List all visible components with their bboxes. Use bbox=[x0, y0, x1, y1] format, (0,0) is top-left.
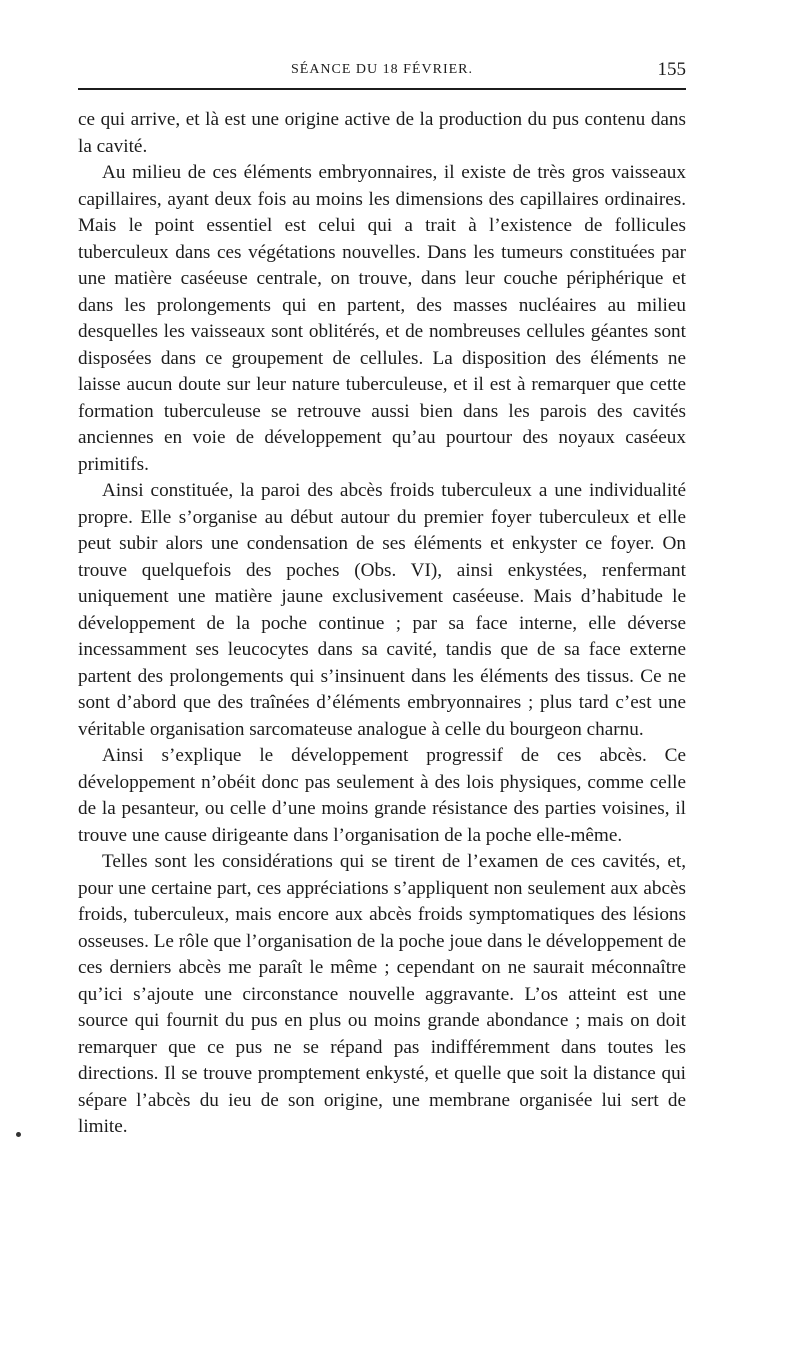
header-rule bbox=[78, 88, 686, 90]
paragraph-2: Au milieu de ces éléments embryonnaires, il existe de très gros vaisseaux capillaires, ayant deux fois au moins les dimensions des capillaires ordinaires. Mais le point essentiel est celui qui a trait à l’existence de follicules tuberculeux dans ces végétations nouvelles. Dans les tumeurs constituées par une matière caséeuse centrale, on trouve, dans leur couche périphérique et dans les prolongements qui en partent, des masses nucléaires au milieu desquelles les vaisseaux sont oblitérés, et de nombreuses cellules géantes sont disposées dans ce groupement de cellules. La disposition des éléments ne laisse aucun doute sur leur nature tuberculeuse, et il est à remarquer que cette formation tuberculeuse se retrouve aussi bien dans les parois des cavités anciennes en voie de développement qu’au pourtour des noyaux caséeux primitifs. bbox=[78, 162, 686, 475]
paragraph-3: Ainsi constituée, la paroi des abcès froids tuberculeux a une individualité propre. Elle s’organise au début autour du premier foyer tuberculeux et elle peut subir alors une condensation de ses éléments et enkyster ce foyer. On trouve quelquefois des poches (Obs. VI), ainsi enkystées, renfermant uniquement une matière jaune exclusivement caséeuse. Mais d’habitude le développement de la poche continue ; par sa face interne, elle déverse incessamment ses leucocytes dans sa cavité, tandis que de sa face externe partent des prolongements qui s’insinuent dans les éléments des tissus. Ce ne sont d’abord que des traînées d’éléments embryonnaires ; plus tard c’est une véritable organisation sarcomateuse analogue à celle du bourgeon charnu. bbox=[78, 480, 686, 740]
margin-mark bbox=[16, 1132, 21, 1137]
running-head-title: SÉANCE DU 18 FÉVRIER. bbox=[290, 62, 473, 77]
paragraph-4: Ainsi s’explique le développement progressif de ces abcès. Ce développement n’obéit donc pas seulement à des lois physiques, comme celle de la pesanteur, ou celle d’une moins grande résistance des parties voisines, il trouve une cause dirigeante dans l’organisation de la poche elle-même. bbox=[78, 745, 686, 846]
running-head bbox=[78, 56, 686, 86]
paragraph-1: ce qui arrive, et là est une origine active de la production du pus contenu dans la cavité. bbox=[78, 109, 686, 157]
page-number: 155 bbox=[657, 59, 686, 80]
body-text bbox=[78, 107, 686, 1141]
book-page bbox=[78, 56, 686, 1141]
paragraph-5: Telles sont les considérations qui se tirent de l’examen de ces cavités, et, pour une certaine part, ces appréciations s’appliquent non seulement aux abcès froids, tuberculeux, mais encore aux abcès froids symptomatiques des lésions osseuses. Le rôle que l’organisation de la poche joue dans le développement de ces derniers abcès me paraît le même ; cependant on ne saurait méconnaître qu’ici s’ajoute une circonstance nouvelle aggravante. L’os atteint est une source qui fournit du pus en plus ou moins grande abondance ; mais on doit remarquer que ce pus ne se répand pas indifféremment dans toutes les directions. Il se trouve promptement enkysté, et quelle que soit la distance qui sépare l’abcès du ieu de son origine, une membrane organisée lui sert de limite. bbox=[78, 851, 686, 1137]
